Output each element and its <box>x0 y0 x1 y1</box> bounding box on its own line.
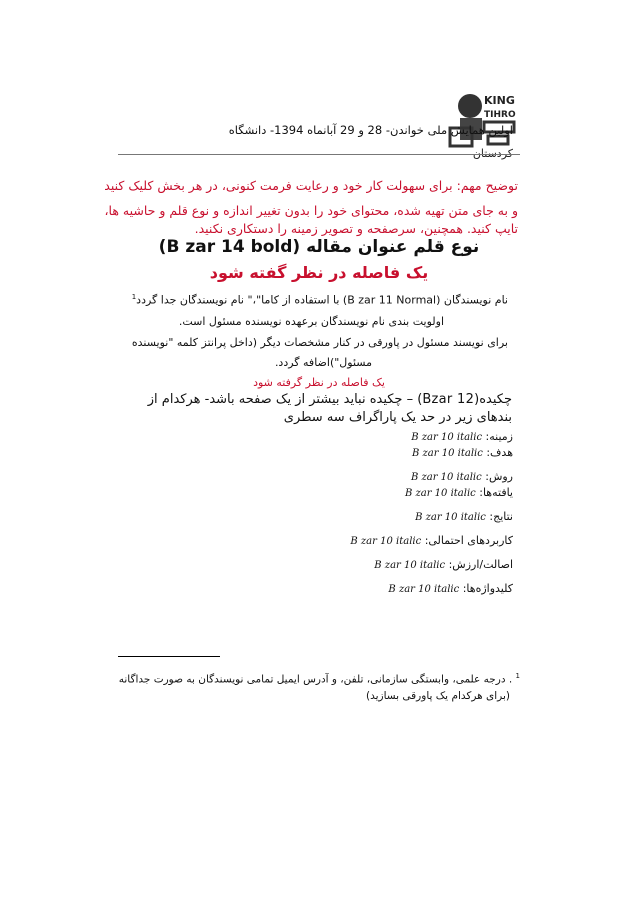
section-applications: کاربردهای احتمالی: B zar 10 italic <box>350 534 513 547</box>
abstract-line-2: بندهای زیر در حد یک پاراگراف سه سطری <box>283 410 512 425</box>
authors-line-4: مسئول")اضافه گردد. <box>274 356 372 369</box>
notice-line-3: تایپ کنید. همچنین، سرصفحه و تصویر زمینه را دستکاری نکنید. <box>194 221 518 236</box>
notice-line-2: و به جای متن تهیه شده، محتوای خود را بدون تغییر اندازه و نوع قلم و حاشیه ها، <box>104 203 518 218</box>
authors-text: نام نویسندگان (B zar 11 Normal) با استفاده از کاما"،" نام نویسندگان جدا گردد <box>136 293 508 307</box>
section-method: روش: B zar 10 italic <box>410 470 513 483</box>
spacer-note: یک فاصله در نظر گرفته شود <box>253 376 385 389</box>
section-background: زمینه: B zar 10 italic <box>411 430 513 443</box>
authors-line-1 <box>132 293 508 307</box>
authors-line-2: اولویت بندی نام نویسندگان برعهده نویسنده مسئول است. <box>178 315 444 328</box>
paper-title: نوع قلم عنوان مقاله (B zar 14 bold) <box>158 237 480 257</box>
authors-line-3: برای نویسند مسئول در پاورقی در کنار مشخصات دیگر (داخل پرانتز کلمه "نویسنده <box>131 336 508 349</box>
abstract-line-1: چکیده(Bzar 12) – چکیده نباید بیشتر از یک صفحه باشد- هرکدام از <box>147 392 512 407</box>
section-aim: هدف: B zar 10 italic <box>412 446 513 459</box>
header-line-1: اولین همایش ملی خواندن- 28 و 29 آبانماه 1394- دانشگاه <box>228 123 513 137</box>
footnote-line-1: $^1$ . درجه علمی، وابستگی سازمانی، تلفن، و آدرس ایمیل تمامی نویسندگان به صورت جداگانه <box>118 672 520 686</box>
footnote-mark: 1 <box>515 672 520 680</box>
footnote-marker: 1 <box>131 293 137 301</box>
footnote-line-2: (برای هرکدام یک پاورقی بسازید) <box>365 690 510 702</box>
header-divider <box>118 154 520 155</box>
logo-text-bottom: TIHRO <box>484 110 516 120</box>
subtitle-note: یک فاصله در نظر گفته شود <box>209 263 429 282</box>
footnote-divider <box>118 656 220 657</box>
logo-text-top: KING <box>484 94 515 107</box>
section-results: نتایج: B zar 10 italic <box>415 510 513 523</box>
logo-icon <box>448 88 522 150</box>
header-line-2: کردستان <box>472 147 513 160</box>
section-findings: یافته‌ها: B zar 10 italic <box>404 486 513 499</box>
conference-logo <box>448 88 522 150</box>
section-originality: اصالت/ارزش: B zar 10 italic <box>374 558 513 571</box>
notice-line-1: توضیح مهم: برای سهولت کار خود و رعایت فرمت کنونی، در هر بخش کلیک کنید <box>104 178 518 193</box>
section-keywords: کلیدواژه‌ها: B zar 10 italic <box>388 582 513 595</box>
